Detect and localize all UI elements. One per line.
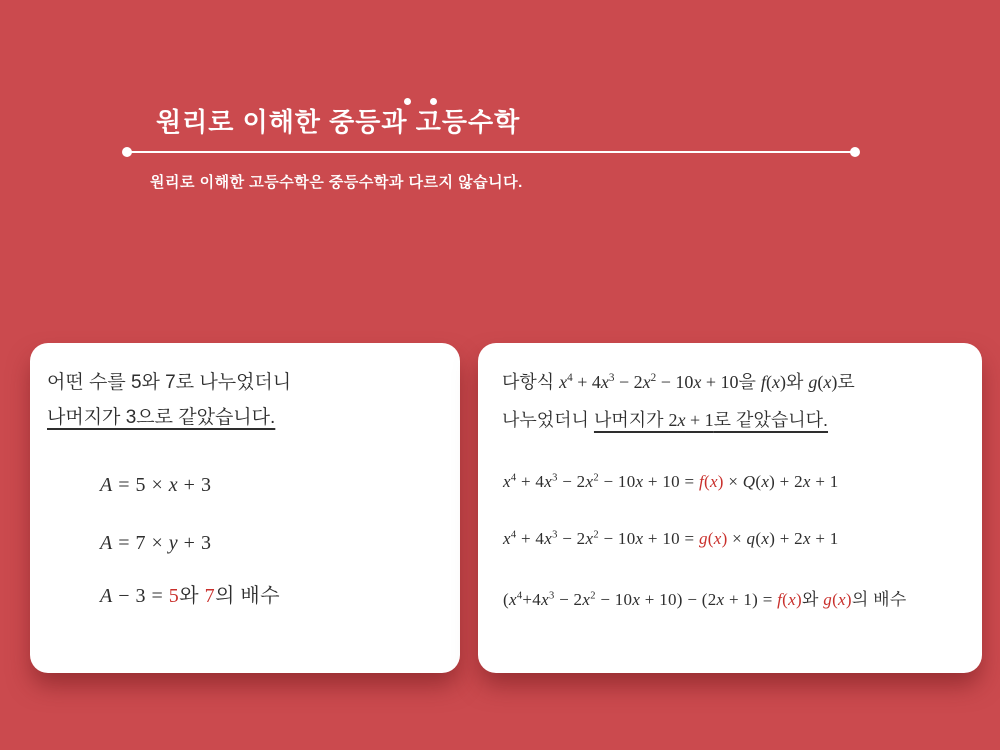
right-problem-statement — [502, 363, 855, 439]
left-equation-3: A − 3 = 5와 7의 배수 — [100, 585, 281, 607]
left-equation-2: A = 7 × y + 3 — [100, 532, 212, 554]
left-problem-card — [30, 343, 460, 673]
right-problem-line-2: 나누었더니 나머지가 2x + 1로 같았습니다. — [502, 410, 829, 430]
right-equation-2: $x^4 + 4x^3 - 2x^2 - 10x + 10 = g(x) \times q(x) + 2x + 1$ — [503, 529, 839, 548]
left-equation-1: A = 5 × x + 3 — [100, 474, 212, 496]
slide-title: 원리로 이해한 중등과 고등수학 — [156, 107, 521, 137]
divider-dot-right — [850, 147, 860, 157]
divider-line — [127, 151, 855, 153]
left-problem-line-2: 나머지가 3으로 같았습니다. — [47, 407, 276, 428]
emphasis-dot-1 — [404, 98, 411, 105]
divider-dot-left — [122, 147, 132, 157]
emphasis-dot-2 — [430, 98, 437, 105]
right-problem-card — [478, 343, 982, 673]
slide-subtitle: 원리로 이해한 고등수학은 중등수학과 다르지 않습니다. — [150, 174, 523, 191]
left-problem-line-1: 어떤 수를 5와 7로 나누었더니 — [47, 372, 292, 393]
right-equation-1: $x^4 + 4x^3 - 2x^2 - 10x + 10 = f(x) \times Q(x) + 2x + 1$ — [503, 472, 839, 491]
right-equation-3: $(x^4+4x^3 - 2x^2 - 10x + 10) - (2x + 1) = f(x)$와 g(x)의 배수 — [503, 590, 907, 609]
right-problem-line-1: 다항식 $x^4 + 4x^3 - 2x^2 - 10x + 10$을 f(x)와 g(x)로 — [502, 372, 855, 392]
left-problem-statement — [47, 365, 291, 435]
